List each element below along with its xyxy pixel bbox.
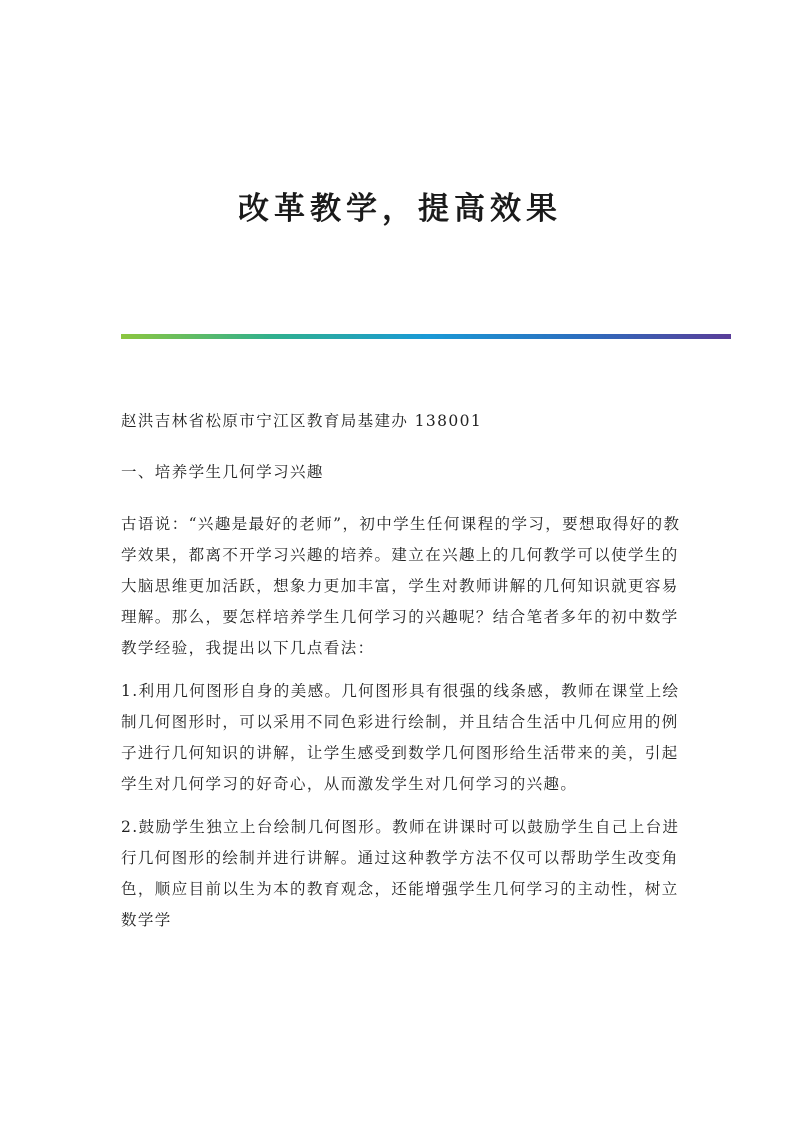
- paragraph-3: 2.鼓励学生独立上台绘制几何图形。教师在讲课时可以鼓励学生自己上台进行几何图形的绘制并进行讲解。通过这种教学方法不仅可以帮助学生改变角色，顺应目前以生为本的教育观念，还能增强学生几何学习的主动性，树立数学学: [121, 818, 680, 929]
- section-heading: 一、培养学生几何学习兴趣: [121, 463, 324, 481]
- title-divider: [121, 334, 731, 339]
- document-title: 改革教学，提高效果: [238, 191, 562, 227]
- paragraph-2: 1.利用几何图形自身的美感。几何图形具有很强的线条感，教师在课堂上绘制几何图形时，可以采用不同色彩进行绘制，并且结合生活中几何应用的例子进行几何知识的讲解，让学生感受到数学几何图形给生活带来的美，引起学生对几何学习的好奇心，从而激发学生对几何学习的兴趣。: [121, 682, 680, 793]
- document-body: [121, 407, 686, 948]
- author-line: 赵洪吉林省松原市宁江区教育局基建办 138001: [121, 412, 483, 430]
- paragraph-1: 古语说：“兴趣是最好的老师”，初中学生任何课程的学习，要想取得好的教学效果，都离不开学习兴趣的培养。建立在兴趣上的几何教学可以使学生的大脑思维更加活跃，想象力更加丰富，学生对教师讲解的几何知识就更容易理解。那么，要怎样培养学生几何学习的兴趣呢？结合笔者多年的初中数学教学经验，我提出以下几点看法：: [121, 515, 681, 657]
